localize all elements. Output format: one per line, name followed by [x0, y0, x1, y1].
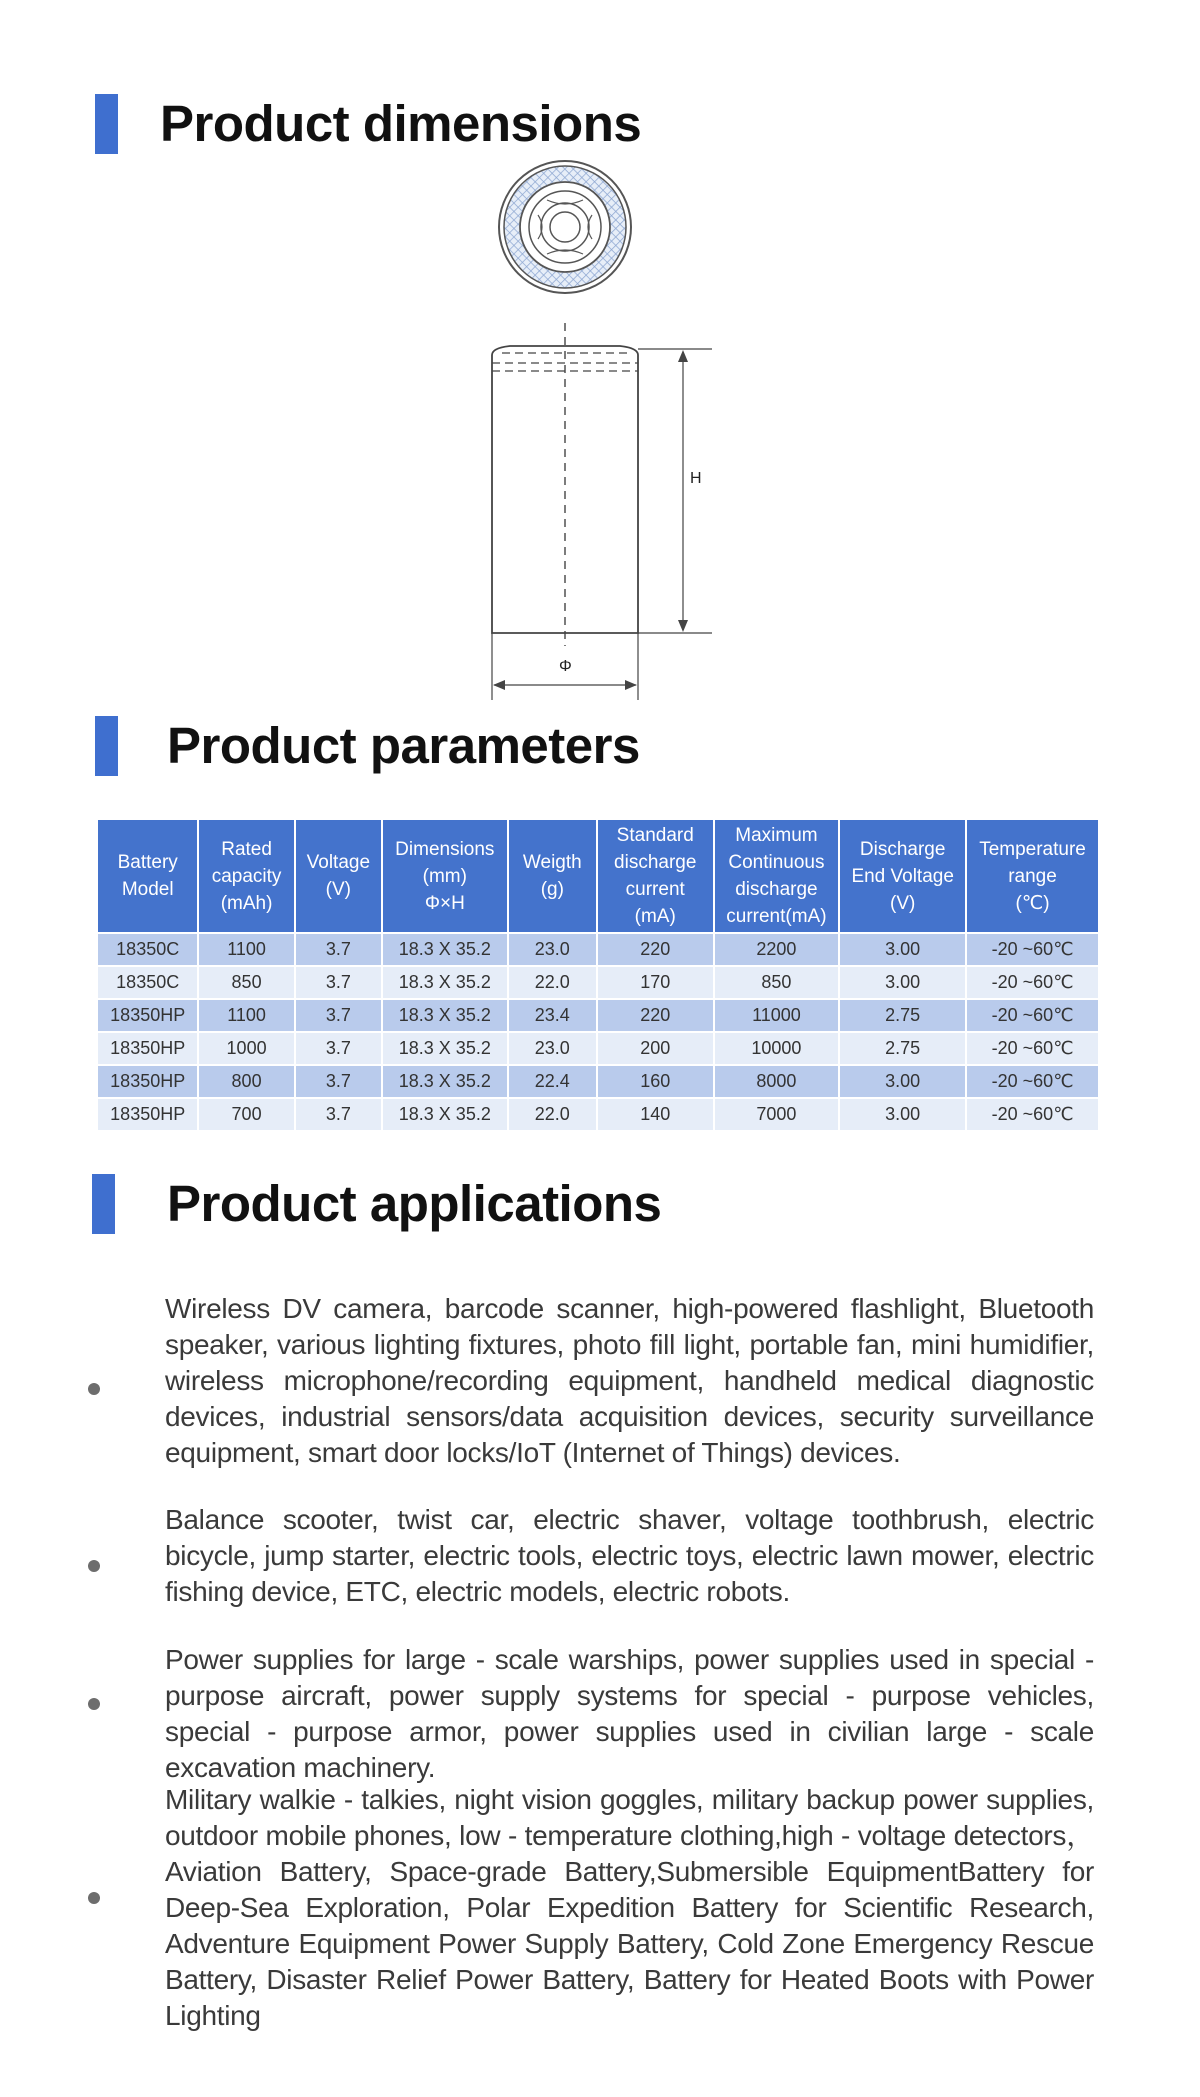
height-dimension [638, 349, 712, 633]
parameters-table [96, 818, 1100, 1130]
cell-model: 18350C [98, 965, 197, 998]
cell-end-voltage: 2.75 [840, 998, 965, 1031]
cell-standard-current: 140 [598, 1097, 713, 1130]
cell-capacity: 1100 [199, 998, 293, 1031]
cell-weight: 22.0 [509, 1097, 596, 1130]
cell-end-voltage: 3.00 [840, 1064, 965, 1097]
bullet-dot [88, 1892, 100, 1904]
header-dimensions: Dimensions (mm) Φ×H [383, 818, 507, 932]
cell-capacity: 800 [199, 1064, 293, 1097]
battery-dimension-diagram [480, 160, 730, 705]
cell-max-current: 11000 [715, 998, 839, 1031]
cell-standard-current: 160 [598, 1064, 713, 1097]
table-row [98, 1097, 1098, 1130]
table-row [98, 1064, 1098, 1097]
cell-weight: 22.0 [509, 965, 596, 998]
table-row [98, 932, 1098, 965]
section-title-applications: Product applications [167, 1175, 662, 1232]
cell-dimensions: 18.3 X 35.2 [383, 1064, 507, 1097]
cell-capacity: 850 [199, 965, 293, 998]
cell-end-voltage: 2.75 [840, 1031, 965, 1064]
cell-model: 18350C [98, 932, 197, 965]
header-standard-discharge: Standard discharge current (mA) [598, 818, 713, 932]
cell-dimensions: 18.3 X 35.2 [383, 1097, 507, 1130]
cell-voltage: 3.7 [296, 998, 381, 1031]
battery-top-view [499, 161, 631, 293]
cell-standard-current: 200 [598, 1031, 713, 1064]
cell-end-voltage: 3.00 [840, 1097, 965, 1130]
application-text: Wireless DV camera, barcode scanner, high-powered flashlight, Bluetooth speaker, various lighting fixtures, photo fill light, portable fan, mini humidifier, wireless microphone/recording equipment, handheld medical diagnostic devices, industrial sensors/data acquisition devices, security surveillance equipment, smart door locks/IoT (Internet of Things) devices. [165, 1293, 1094, 1468]
cell-voltage: 3.7 [296, 932, 381, 965]
cell-capacity: 1100 [199, 932, 293, 965]
height-label: H [690, 470, 702, 487]
cell-model: 18350HP [98, 1097, 197, 1130]
application-item [165, 1291, 1094, 1471]
cell-dimensions: 18.3 X 35.2 [383, 998, 507, 1031]
cell-temperature: -20 ~60℃ [967, 998, 1098, 1031]
cell-temperature: -20 ~60℃ [967, 1064, 1098, 1097]
cell-weight: 23.0 [509, 1031, 596, 1064]
battery-side-view [492, 323, 638, 646]
cell-weight: 23.4 [509, 998, 596, 1031]
cell-voltage: 3.7 [296, 1097, 381, 1130]
application-item [165, 1642, 1094, 1786]
cell-temperature: -20 ~60℃ [967, 932, 1098, 965]
header-max-discharge: Maximum Continuous discharge current(mA) [715, 818, 839, 932]
table-row [98, 1031, 1098, 1064]
diameter-label: Φ [559, 658, 572, 675]
header-temperature: Temperature range (℃) [967, 818, 1098, 932]
cell-voltage: 3.7 [296, 1031, 381, 1064]
cell-model: 18350HP [98, 1031, 197, 1064]
header-end-voltage: Discharge End Voltage (V) [840, 818, 965, 932]
application-text: Military walkie - talkies, night vision goggles, military backup power supplies, outdoor mobile phones, low - temperature clothing,high - voltage detectors，Aviation Battery, Space-grade Battery,Submersible EquipmentBattery for Deep-Sea Exploration, Polar Expedition Battery for Scientific Research, Adventure Equipment Power Supply Battery, Cold Zone Emergency Rescue Battery, Disaster Relief Power Battery, Battery for Heated Boots with Power Lighting [165, 1784, 1094, 2031]
bullet-dot [88, 1560, 100, 1572]
cell-dimensions: 18.3 X 35.2 [383, 1031, 507, 1064]
cell-weight: 22.4 [509, 1064, 596, 1097]
cell-max-current: 8000 [715, 1064, 839, 1097]
section-accent-bar [95, 94, 118, 154]
application-text: Balance scooter, twist car, electric shaver, voltage toothbrush, electric bicycle, jump starter, electric tools, electric toys, electric lawn mower, electric fishing device, ETC, electric models, electric robots. [165, 1504, 1094, 1607]
table-row [98, 965, 1098, 998]
cell-model: 18350HP [98, 998, 197, 1031]
cell-end-voltage: 3.00 [840, 965, 965, 998]
table-header-row [98, 818, 1098, 932]
cell-capacity: 700 [199, 1097, 293, 1130]
section-title-parameters: Product parameters [167, 717, 640, 774]
cell-dimensions: 18.3 X 35.2 [383, 965, 507, 998]
cell-model: 18350HP [98, 1064, 197, 1097]
header-battery-model: Battery Model [98, 818, 197, 932]
table-row [98, 998, 1098, 1031]
section-accent-bar [92, 1174, 115, 1234]
header-voltage: Voltage (V) [296, 818, 381, 932]
cell-temperature: -20 ~60℃ [967, 965, 1098, 998]
application-item [165, 1502, 1094, 1610]
section-title-dimensions: Product dimensions [160, 95, 642, 152]
cell-temperature: -20 ~60℃ [967, 1031, 1098, 1064]
cell-max-current: 10000 [715, 1031, 839, 1064]
application-item [165, 1782, 1094, 2034]
cell-capacity: 1000 [199, 1031, 293, 1064]
cell-dimensions: 18.3 X 35.2 [383, 932, 507, 965]
bullet-dot [88, 1383, 100, 1395]
diameter-dimension [492, 633, 638, 700]
cell-end-voltage: 3.00 [840, 932, 965, 965]
cell-max-current: 850 [715, 965, 839, 998]
bullet-dot [88, 1698, 100, 1710]
cell-standard-current: 220 [598, 998, 713, 1031]
application-text: Power supplies for large - scale warships, power supplies used in special - purpose aircraft, power supply systems for special - purpose vehicles, special - purpose armor, power supplies used in civilian large - scale excavation machinery. [165, 1644, 1094, 1783]
section-accent-bar [95, 716, 118, 776]
cell-temperature: -20 ~60℃ [967, 1097, 1098, 1130]
cell-weight: 23.0 [509, 932, 596, 965]
header-rated-capacity: Rated capacity (mAh) [199, 818, 293, 932]
cell-voltage: 3.7 [296, 1064, 381, 1097]
cell-max-current: 2200 [715, 932, 839, 965]
cell-standard-current: 170 [598, 965, 713, 998]
cell-max-current: 7000 [715, 1097, 839, 1130]
cell-voltage: 3.7 [296, 965, 381, 998]
header-weight: Weigth (g) [509, 818, 596, 932]
cell-standard-current: 220 [598, 932, 713, 965]
